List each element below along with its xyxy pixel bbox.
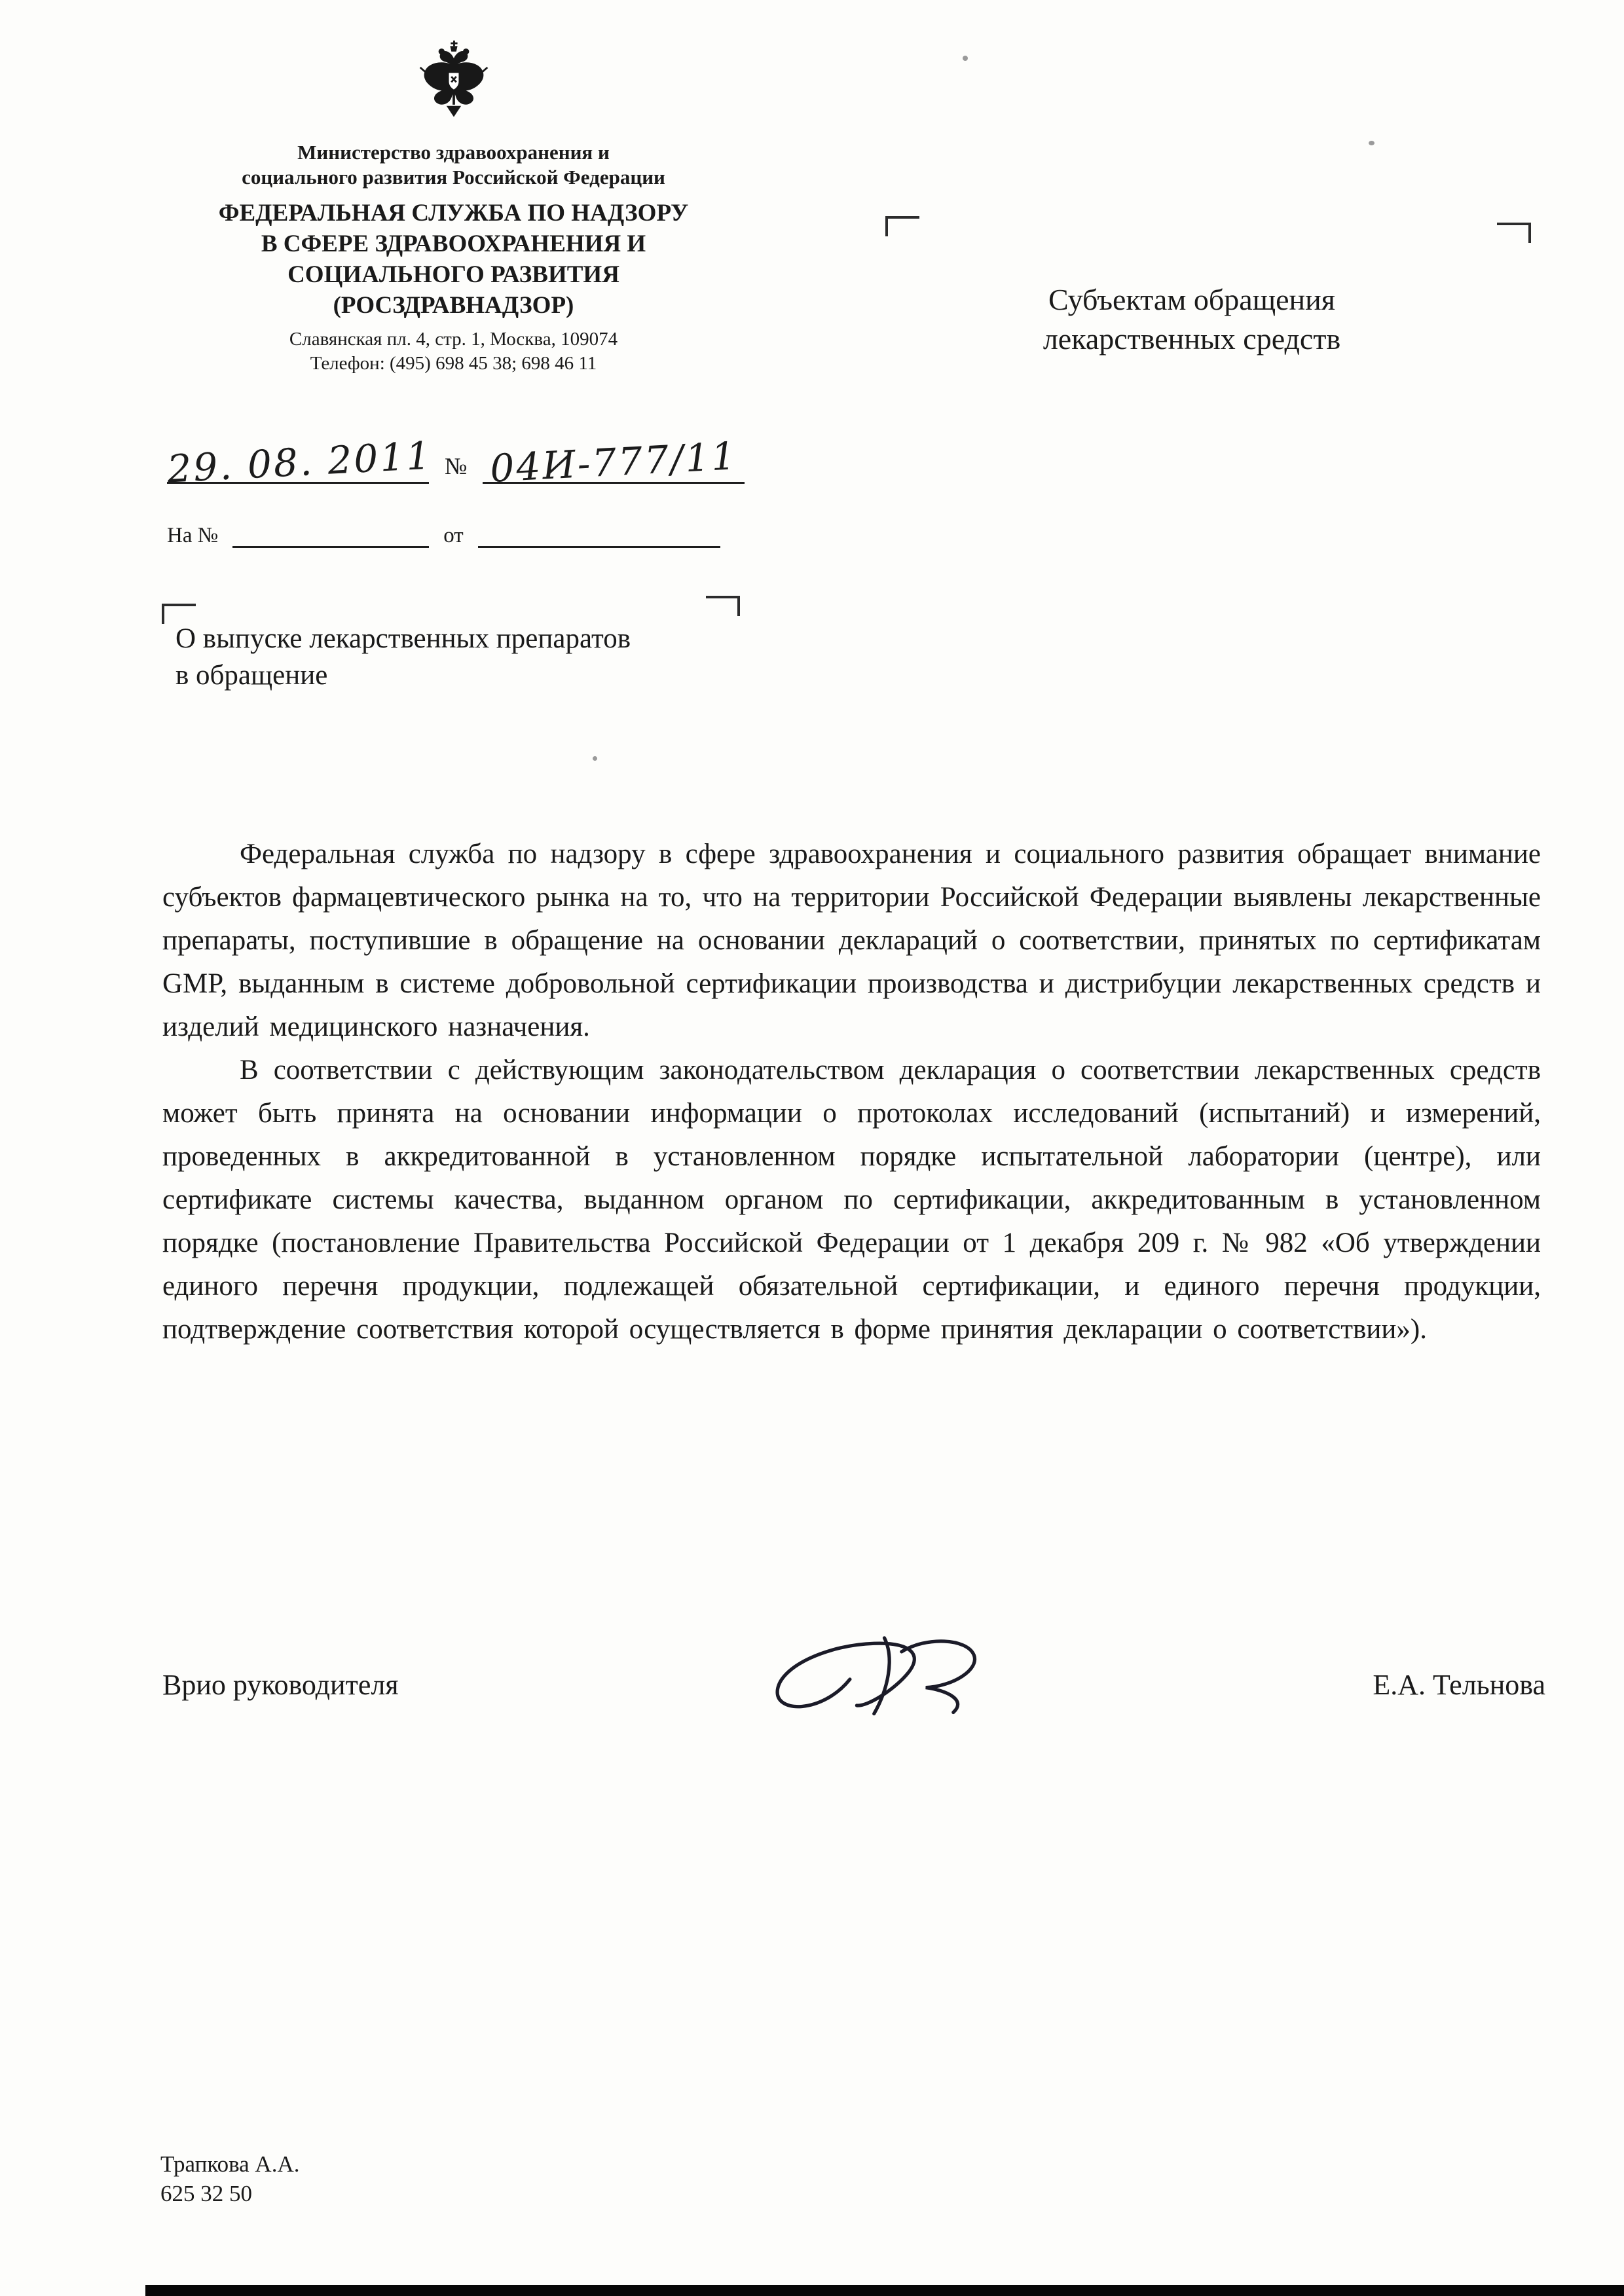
executor-name: Трапкова А.А.	[160, 2151, 300, 2177]
coat-of-arms-icon	[111, 38, 796, 134]
executor-block	[160, 2149, 299, 2208]
recipient-line-2: лекарственных средств	[1043, 322, 1341, 355]
scan-speck	[593, 756, 597, 761]
executor-phone: 625 32 50	[160, 2181, 252, 2206]
na-blank-line	[232, 546, 429, 548]
service-line-1: ФЕДЕРАЛЬНАЯ СЛУЖБА ПО НАДЗОРУ	[218, 200, 689, 227]
scan-artifact-bar	[145, 2285, 1624, 2296]
letter-body	[162, 833, 1541, 1351]
ot-blank-line	[478, 546, 720, 548]
signer-position: Врио руководителя	[162, 1669, 399, 1701]
service-name	[111, 198, 796, 321]
ministry-name	[111, 140, 796, 190]
handwritten-signature-icon	[747, 1624, 1008, 1735]
recipient-corner-bracket-right-icon	[1497, 223, 1531, 243]
handwritten-number: 04И-777/11	[489, 433, 739, 491]
number-sign-label: №	[445, 453, 468, 479]
body-paragraph-2: В соответствии с действующим законодательством декларация о соответствии лекарственных средств может быть принята на основании информации о протоколах исследований (испытаний) и измерений, проведенных в аккредитованной в установленном порядке испытательной лаборатории (центре), или сертификате системы качества, выданном органом по сертификации, аккредитованным в установленном порядке (постановление Правительства Российской Федерации от 1 декабря 209 г. № 982 «Об утверждении единого перечня продукции, подлежащей обязательной сертификации, и единого перечня продукции, подтверждение соответствия которой осуществляется в форме принятия декларации о соответствии»).	[162, 1055, 1541, 1345]
subject-block	[175, 621, 631, 694]
recipient-line-1: Субъектам обращения	[1048, 283, 1335, 316]
recipient-block	[976, 280, 1408, 359]
service-line-2: В СФЕРЕ ЗДРАВООХРАНЕНИЯ И	[261, 230, 646, 257]
reference-line	[166, 433, 745, 492]
na-label: На №	[167, 524, 219, 547]
date-blank-line	[166, 433, 434, 492]
scan-speck	[1369, 141, 1375, 145]
subject-line-2: в обращение	[175, 660, 328, 691]
ot-label: от	[443, 524, 464, 547]
scan-speck	[963, 56, 968, 61]
signer-name: Е.А. Тельнова	[1373, 1669, 1545, 1701]
handwritten-date: 29. 08. 2011	[166, 433, 434, 492]
address-line: Славянская пл. 4, стр. 1, Москва, 109074	[289, 329, 618, 350]
ministry-line-1: Министерство здравоохранения и	[297, 141, 610, 164]
ministry-line-2: социального развития Российской Федерации	[242, 166, 665, 189]
body-paragraph-1: Федеральная служба по надзору в сфере здравоохранения и социального развития обращает внимание субъектов фармацевтического рынка на то, что на территории Российской Федерации выявлены лекарственные препараты, поступившие в обращение на основании деклараций о соответствии, принятых по сертификатам GMP, выданным в системе добровольной сертификации производства и дистрибуции лекарственных средств и изделий медицинского назначения.	[162, 839, 1541, 1042]
service-line-3: СОЦИАЛЬНОГО РАЗВИТИЯ	[287, 261, 619, 288]
number-blank-line	[483, 433, 745, 491]
phone-line: Телефон: (495) 698 45 38; 698 46 11	[310, 353, 597, 374]
subject-corner-bracket-right-icon	[706, 596, 740, 616]
letterhead	[111, 38, 796, 376]
subject-line-1: О выпуске лекарственных препаратов	[175, 623, 631, 654]
incoming-reference-line	[167, 524, 720, 548]
service-line-4: (РОСЗДРАВНАДЗОР)	[333, 292, 574, 319]
recipient-corner-bracket-left-icon	[885, 216, 919, 236]
address-block	[111, 327, 796, 376]
